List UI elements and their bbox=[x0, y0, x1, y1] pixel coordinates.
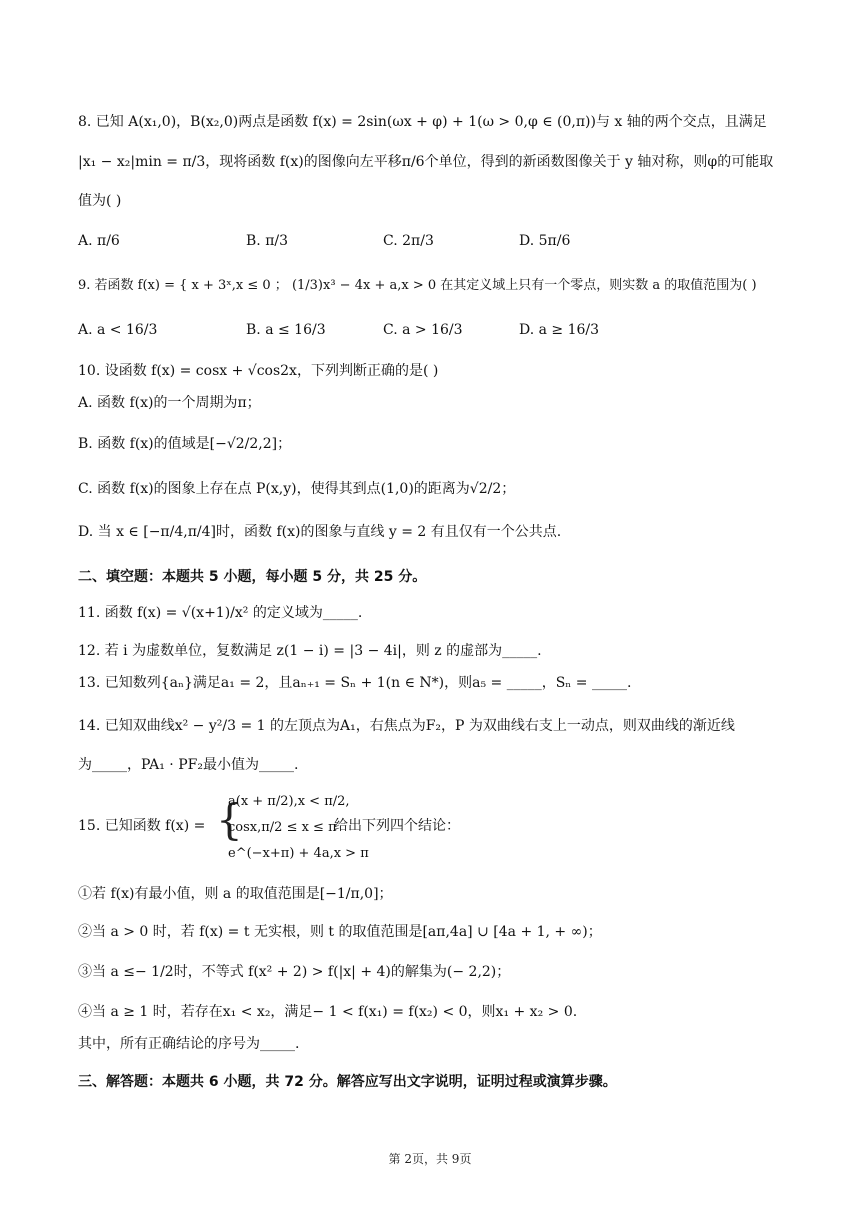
q8-option-d: D. 5π/6 bbox=[519, 233, 571, 249]
q14-line2: 为_____，PA₁ · PF₂最小值为_____. bbox=[78, 757, 299, 773]
q15-brace: { bbox=[216, 795, 243, 844]
q10-option-c: C. 函数 f(x)的图象上存在点 P(x,y)，使得其到点(1,0)的距离为√2/2； bbox=[78, 481, 516, 497]
q12: 12. 若 i 为虚数单位，复数满足 z(1 − i) = |3 − 4i|，则 z 的虚部为_____. bbox=[78, 643, 542, 659]
page-number-footer: 第 2页，共 9页 bbox=[388, 1152, 472, 1166]
q8-option-b: B. π/3 bbox=[246, 233, 289, 249]
q15-lead: 15. 已知函数 f(x) = bbox=[78, 818, 206, 834]
q9-option-b: B. a ≤ 16/3 bbox=[246, 322, 326, 338]
q15-case2: cosx,π/2 ≤ x ≤ π bbox=[228, 820, 337, 835]
q9-option-c: C. a > 16/3 bbox=[383, 322, 463, 338]
q10-option-d: D. 当 x ∈ [−π/4,π/4]时，函数 f(x)的图象与直线 y = 2 有且仅有一个公共点. bbox=[78, 524, 562, 540]
q14-line1: 14. 已知双曲线x² − y²/3 = 1 的左顶点为A₁，右焦点为F₂，P 为双曲线右支上一动点，则双曲线的渐近线 bbox=[78, 718, 735, 734]
q9-option-d: D. a ≥ 16/3 bbox=[519, 322, 600, 338]
q11: 11. 函数 f(x) = √(x+1)/x² 的定义域为_____. bbox=[78, 605, 363, 621]
section-fill-in-title: 二、填空题：本题共 5 小题，每小题 5 分，共 25 分。 bbox=[78, 569, 427, 585]
q15-item-4: ④当 a ≥ 1 时，若存在x₁ < x₂，满足− 1 < f(x₁) = f(x₂) < 0，则x₁ + x₂ > 0. bbox=[78, 1004, 578, 1020]
section-solution-title: 三、解答题：本题共 6 小题，共 72 分。解答应写出文字说明，证明过程或演算步骤。 bbox=[78, 1074, 617, 1090]
q13: 13. 已知数列{aₙ}满足a₁ = 2，且aₙ₊₁ = Sₙ + 1(n ∈ N*)，则a₅ = _____，Sₙ = _____. bbox=[78, 675, 632, 691]
q10-option-b: B. 函数 f(x)的值域是[−√2/2,2]； bbox=[78, 436, 292, 452]
q8-option-c: C. 2π/3 bbox=[383, 233, 434, 249]
q9-option-a: A. a < 16/3 bbox=[78, 322, 158, 338]
q15-item-2: ②当 a > 0 时，若 f(x) = t 无实根，则 t 的取值范围是[aπ,4a] ∪ [4a + 1, + ∞)； bbox=[78, 924, 602, 940]
q9-line1: 9. 若函数 f(x) = { x + 3ˣ,x ≤ 0 ； (1/3)x³ − 4x + a,x > 0 在其定义域上只有一个零点，则实数 a 的取值范围为( ) bbox=[78, 278, 757, 293]
q15-item-1: ①若 f(x)有最小值，则 a 的取值范围是[−1/π,0]； bbox=[78, 886, 393, 902]
q8-line2: |x₁ − x₂|min = π/3，现将函数 f(x)的图像向左平移π/6个单位，得到的新函数图像关于 y 轴对称，则φ的可能取 bbox=[78, 154, 774, 170]
q10-option-a: A. 函数 f(x)的一个周期为π； bbox=[78, 395, 261, 411]
q8-option-a: A. π/6 bbox=[78, 233, 120, 249]
q15-case1: a(x + π/2),x < π/2, bbox=[228, 794, 350, 809]
q10-stem: 10. 设函数 f(x) = cosx + √cos2x，下列判断正确的是( ) bbox=[78, 363, 439, 379]
q8-line1: 8. 已知 A(x₁,0)，B(x₂,0)两点是函数 f(x) = 2sin(ωx + φ) + 1(ω > 0,φ ∈ (0,π))与 x 轴的两个交点，且满足 bbox=[78, 114, 767, 130]
q15-tail: 给出下列四个结论： bbox=[334, 818, 460, 834]
q15-case3: e^(−x+π) + 4a,x > π bbox=[228, 846, 369, 861]
q15-item-3: ③当 a ≤− 1/2时，不等式 f(x² + 2) > f(|x| + 4)的解集为(− 2,2)； bbox=[78, 964, 511, 980]
q8-line3: 值为( ) bbox=[78, 193, 122, 209]
q15-ending: 其中，所有正确结论的序号为_____. bbox=[78, 1036, 300, 1052]
